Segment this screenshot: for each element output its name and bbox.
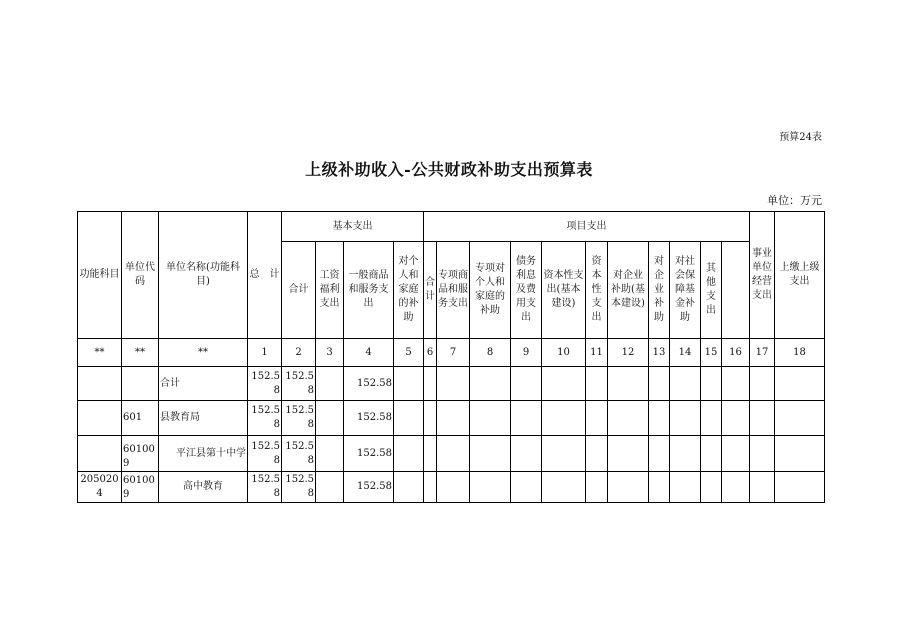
wage-cell <box>316 472 344 503</box>
basic-total-cell: 152.58 <box>282 367 316 401</box>
header-other: 其他支出 <box>701 242 722 339</box>
basic-total-cell: 152.58 <box>282 436 316 472</box>
unit-name-cell: 县教育局 <box>159 401 248 436</box>
index-cell: 15 <box>701 339 722 367</box>
header-total: 总 计 <box>248 212 282 339</box>
index-cell: 3 <box>316 339 344 367</box>
header-unit-code: 单位代码 <box>122 212 159 339</box>
index-cell: 18 <box>775 339 825 367</box>
index-cell: ** <box>122 339 159 367</box>
page-title: 上级补助收入-公共财政补助支出预算表 <box>305 160 593 179</box>
table-row <box>78 401 825 436</box>
header-debt-interest: 债务利息及费用支出 <box>511 242 542 339</box>
index-cell: 16 <box>722 339 750 367</box>
index-cell: 11 <box>586 339 608 367</box>
unit-name-cell: 高中教育 <box>159 472 248 503</box>
index-row <box>78 339 825 367</box>
index-cell: 9 <box>511 339 542 367</box>
unit-code-cell: 601009 <box>122 436 159 472</box>
index-cell: 12 <box>608 339 649 367</box>
unit-label: 单位：万元 <box>767 194 822 207</box>
header-basic-group: 基本支出 <box>282 212 424 242</box>
index-cell: 13 <box>649 339 670 367</box>
index-cell: ** <box>78 339 122 367</box>
goods-cell: 152.58 <box>344 472 394 503</box>
header-individual-family: 对个人和家庭的补助 <box>394 242 424 339</box>
total-cell: 152.58 <box>248 436 282 472</box>
index-cell: 5 <box>394 339 424 367</box>
header-remit-upper: 上缴上级支出 <box>775 212 825 339</box>
unit-code-cell: 601009 <box>122 472 159 503</box>
form-number: 预算24表 <box>779 132 822 143</box>
header-unit-name: 单位名称(功能科目) <box>159 212 248 339</box>
header-business-ops: 事业单位经营支出 <box>750 212 775 339</box>
header-func-subject: 功能科目 <box>78 212 122 339</box>
unit-name-cell: 平江县第十中学 <box>159 436 248 472</box>
unit-code-cell <box>122 367 159 401</box>
index-cell: 14 <box>670 339 701 367</box>
wage-cell <box>316 367 344 401</box>
goods-cell: 152.58 <box>344 367 394 401</box>
unit-name-cell: 合计 <box>159 367 248 401</box>
basic-total-cell: 152.58 <box>282 472 316 503</box>
wage-cell <box>316 436 344 472</box>
table-row <box>78 472 825 503</box>
header-wage-welfare: 工资福利支出 <box>316 242 344 339</box>
index-cell: 8 <box>470 339 511 367</box>
func-subject-cell <box>78 401 122 436</box>
total-cell: 152.58 <box>248 472 282 503</box>
table-row <box>78 367 825 401</box>
goods-cell: 152.58 <box>344 436 394 472</box>
goods-cell: 152.58 <box>344 401 394 436</box>
header-capital-basic: 资本性支出(基本建设) <box>542 242 586 339</box>
index-cell: 6 <box>424 339 437 367</box>
header-enterprise-basic: 对企业补助(基本建设) <box>608 242 649 339</box>
header-special-individual: 专项对个人和家庭的补助 <box>470 242 511 339</box>
basic-total-cell: 152.58 <box>282 401 316 436</box>
header-capital: 资本性支出 <box>586 242 608 339</box>
header-goods-services: 一般商品和服务支出 <box>344 242 394 339</box>
index-cell: 1 <box>248 339 282 367</box>
table-row <box>78 436 825 472</box>
header-special-goods: 专项商品和服务支出 <box>437 242 470 339</box>
index-cell: 17 <box>750 339 775 367</box>
index-cell: ** <box>159 339 248 367</box>
header-basic-total: 合计 <box>282 242 316 339</box>
func-subject-cell: 2050204 <box>78 472 122 503</box>
header-enterprise: 对企业补助 <box>649 242 670 339</box>
unit-code-cell: 601 <box>122 401 159 436</box>
header-project-group: 项目支出 <box>424 212 750 242</box>
index-cell: 10 <box>542 339 586 367</box>
index-cell: 7 <box>437 339 470 367</box>
wage-cell <box>316 401 344 436</box>
budget-table <box>77 211 825 503</box>
header-social-security: 对社会保障基金补助 <box>670 242 701 339</box>
index-cell: 2 <box>282 339 316 367</box>
header-project-total: 合计 <box>424 242 437 339</box>
total-cell: 152.58 <box>248 401 282 436</box>
total-cell: 152.58 <box>248 367 282 401</box>
func-subject-cell <box>78 367 122 401</box>
func-subject-cell <box>78 436 122 472</box>
index-cell: 4 <box>344 339 394 367</box>
